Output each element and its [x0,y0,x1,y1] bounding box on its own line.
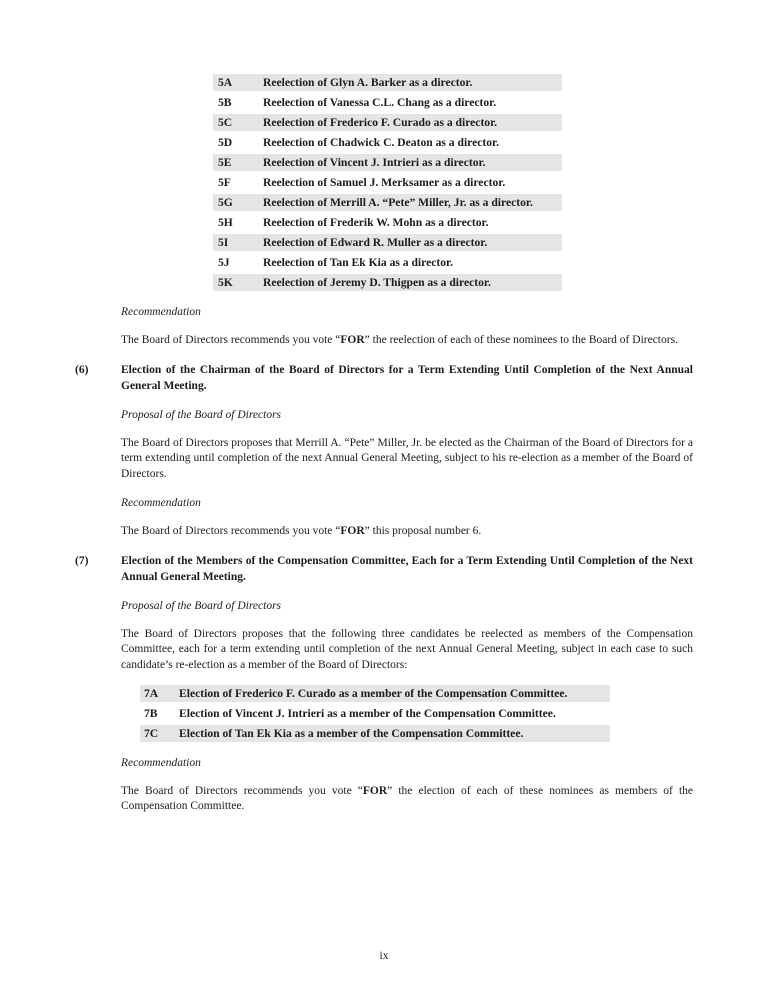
table-row [213,94,562,111]
recommendation-bold: FOR [340,333,365,346]
proposal-6-title: Election of the Chairman of the Board of Directors for a Term Extending Until Completion of the Next Annual General Meeting. [121,364,693,392]
item-number: 7C [144,727,159,740]
item-number: 5A [218,76,233,89]
recommendation-text [121,784,693,815]
recommendation-label: Recommendation [121,306,201,318]
proposal-label: Proposal of the Board of Directors [121,600,282,612]
item-number: 7B [144,707,158,720]
table-row [213,154,562,171]
item-number: 5I [218,236,229,249]
item-label: Election of Vincent J. Intrieri as a member of the Compensation Committee. [179,707,556,720]
proposal-6-heading [75,363,693,394]
proposal-6-body: The Board of Directors proposes that Merrill A. “Pete” Miller, Jr. be elected as the Chairman of the Board of Directors for a term extending until completion of the next Annual General Meeting, subject to his re-election as a member of the Board of Directors. [121,436,693,480]
table-row [213,114,562,131]
proposal-6-number: (6) [75,364,89,376]
recommendation-prefix: The Board of Directors recommends you vote “ [121,524,341,537]
proposal-7-table [140,685,610,742]
recommendation-suffix: ” the election of each of these nominees as members of the Compensation Committee. [121,784,693,812]
item-number: 5K [218,276,233,289]
table-row [213,234,562,251]
recommendation-bold: FOR [362,784,388,797]
item-label: Election of Tan Ek Kia as a member of the Compensation Committee. [179,727,524,740]
table-row [213,274,562,291]
item-number: 5F [218,176,231,189]
item-label: Reelection of Frederico F. Curado as a director. [263,116,498,129]
item-number: 5B [218,96,232,109]
item-label: Reelection of Vanessa C.L. Chang as a director. [263,96,497,109]
recommendation-suffix: ” the reelection of each of these nominees to the Board of Directors. [364,333,678,346]
proposal-label: Proposal of the Board of Directors [121,409,282,421]
item-number: 5G [218,196,233,209]
table-row [213,134,562,151]
table-row [213,74,562,91]
recommendation-text [121,333,693,349]
proposal-7-number: (7) [75,555,89,567]
table-row [213,194,562,211]
recommendation-text [121,524,693,540]
item-number: 5H [218,216,233,229]
recommendation-bold: FOR [340,524,365,537]
table-row [140,685,610,702]
item-label: Election of Frederico F. Curado as a member of the Compensation Committee. [179,687,568,700]
recommendation-prefix: The Board of Directors recommends you vote “ [121,784,363,797]
table-row [140,705,610,722]
page-footer [0,950,768,962]
recommendation-prefix: The Board of Directors recommends you vote “ [121,333,341,346]
item-number: 5E [218,156,232,169]
table-row [140,725,610,742]
item-label: Reelection of Jeremy D. Thigpen as a director. [263,276,491,289]
page-content [75,74,693,815]
item-label: Reelection of Merrill A. “Pete” Miller, Jr. as a director. [263,196,533,209]
item-number: 5D [218,136,233,149]
item-label: Reelection of Chadwick C. Deaton as a director. [263,136,500,149]
item-number: 5C [218,116,233,129]
table-row [213,254,562,271]
item-label: Reelection of Samuel J. Merksamer as a director. [263,176,506,189]
item-label: Reelection of Glyn A. Barker as a director. [263,76,473,89]
proposal-7-body: The Board of Directors proposes that the following three candidates be reelected as members of the Compensation Committee, each for a term extending until completion of the next Annual General Meeting, subject in each case to such candidate’s re-election as a member of the Board of Directors: [121,627,693,671]
recommendation-suffix: ” this proposal number 6. [364,524,482,537]
proposal-7-heading [75,554,693,585]
item-label: Reelection of Frederik W. Mohn as a director. [263,216,489,229]
table-row [213,214,562,231]
recommendation-label: Recommendation [121,497,201,509]
proposal-5-table [213,74,562,291]
table-row [213,174,562,191]
proposal-7-title: Election of the Members of the Compensation Committee, Each for a Term Extending Until Completion of the Next Annual General Meeting. [121,555,693,583]
item-label: Reelection of Edward R. Muller as a director. [263,236,488,249]
item-number: 7A [144,687,159,700]
item-number: 5J [218,256,230,269]
page-number: ix [379,950,389,962]
item-label: Reelection of Vincent J. Intrieri as a director. [263,156,486,169]
item-label: Reelection of Tan Ek Kia as a director. [263,256,454,269]
recommendation-label: Recommendation [121,757,201,769]
